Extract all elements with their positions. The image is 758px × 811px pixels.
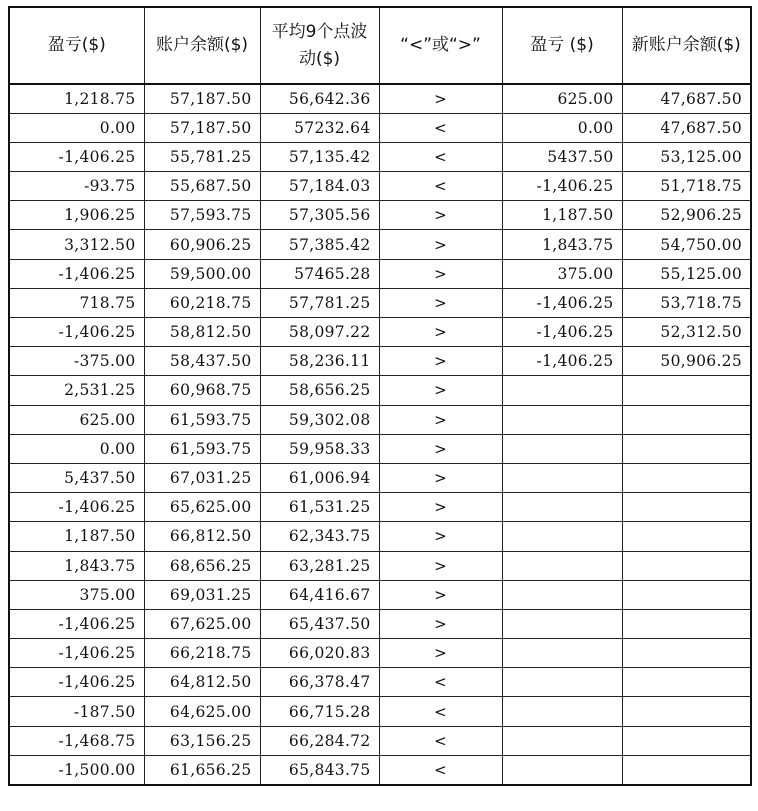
cell-avg9: 63,281.25 — [260, 551, 379, 580]
header-compare: “<”或“>” — [379, 7, 502, 84]
cell-new-pnl — [502, 434, 622, 463]
table-row — [9, 639, 751, 668]
table-row — [9, 84, 751, 113]
table-header — [9, 7, 751, 84]
table-row — [9, 230, 751, 259]
cell-compare: > — [379, 347, 502, 376]
table-row — [9, 347, 751, 376]
cell-avg9: 66,284.72 — [260, 726, 379, 755]
cell-new-balance — [622, 639, 751, 668]
header-pnl: 盈亏($) — [9, 7, 144, 84]
cell-new-pnl: 5437.50 — [502, 142, 622, 171]
cell-new-balance — [622, 522, 751, 551]
header-balance: 账户余额($) — [144, 7, 260, 84]
cell-new-balance: 52,906.25 — [622, 201, 751, 230]
cell-compare: > — [379, 84, 502, 113]
cell-balance: 67,625.00 — [144, 609, 260, 638]
table-row — [9, 551, 751, 580]
cell-new-pnl: -1,406.25 — [502, 172, 622, 201]
cell-balance: 65,625.00 — [144, 493, 260, 522]
cell-new-balance: 53,718.75 — [622, 288, 751, 317]
table-row — [9, 755, 751, 784]
table-container — [8, 6, 752, 786]
cell-new-pnl — [502, 376, 622, 405]
cell-pnl: 1,906.25 — [9, 201, 144, 230]
cell-pnl: -1,406.25 — [9, 668, 144, 697]
table-row — [9, 172, 751, 201]
cell-pnl: 718.75 — [9, 288, 144, 317]
data-table — [8, 6, 752, 786]
table-row — [9, 113, 751, 142]
table-row — [9, 405, 751, 434]
table-row — [9, 609, 751, 638]
table-row — [9, 493, 751, 522]
cell-balance: 61,593.75 — [144, 434, 260, 463]
cell-pnl: -187.50 — [9, 697, 144, 726]
table-row — [9, 434, 751, 463]
header-row — [9, 7, 751, 84]
cell-compare: < — [379, 755, 502, 784]
cell-new-pnl: 375.00 — [502, 259, 622, 288]
table-row — [9, 376, 751, 405]
cell-pnl: 375.00 — [9, 580, 144, 609]
cell-new-balance: 53,125.00 — [622, 142, 751, 171]
cell-pnl: -1,406.25 — [9, 318, 144, 347]
cell-balance: 69,031.25 — [144, 580, 260, 609]
cell-new-pnl — [502, 755, 622, 784]
cell-new-pnl: 0.00 — [502, 113, 622, 142]
cell-balance: 55,687.50 — [144, 172, 260, 201]
cell-avg9: 56,642.36 — [260, 84, 379, 113]
cell-pnl: -1,468.75 — [9, 726, 144, 755]
cell-avg9: 57465.28 — [260, 259, 379, 288]
cell-pnl: 2,531.25 — [9, 376, 144, 405]
cell-compare: > — [379, 493, 502, 522]
cell-new-pnl: -1,406.25 — [502, 318, 622, 347]
cell-new-pnl — [502, 726, 622, 755]
table-row — [9, 522, 751, 551]
cell-pnl: -1,406.25 — [9, 639, 144, 668]
cell-pnl: -1,406.25 — [9, 142, 144, 171]
cell-avg9: 59,302.08 — [260, 405, 379, 434]
cell-avg9: 61,006.94 — [260, 463, 379, 492]
table-row — [9, 201, 751, 230]
table-row — [9, 318, 751, 347]
cell-compare: < — [379, 697, 502, 726]
cell-compare: > — [379, 376, 502, 405]
table-row — [9, 463, 751, 492]
cell-avg9: 57,184.03 — [260, 172, 379, 201]
cell-balance: 60,218.75 — [144, 288, 260, 317]
cell-avg9: 58,236.11 — [260, 347, 379, 376]
cell-balance: 64,812.50 — [144, 668, 260, 697]
cell-balance: 58,437.50 — [144, 347, 260, 376]
cell-pnl: 1,187.50 — [9, 522, 144, 551]
cell-avg9: 57,385.42 — [260, 230, 379, 259]
cell-balance: 68,656.25 — [144, 551, 260, 580]
cell-new-pnl — [502, 463, 622, 492]
cell-avg9: 58,097.22 — [260, 318, 379, 347]
cell-new-pnl — [502, 639, 622, 668]
cell-compare: > — [379, 259, 502, 288]
cell-balance: 67,031.25 — [144, 463, 260, 492]
cell-new-balance — [622, 463, 751, 492]
cell-new-pnl — [502, 405, 622, 434]
cell-new-balance — [622, 551, 751, 580]
cell-pnl: -1,500.00 — [9, 755, 144, 784]
cell-balance: 55,781.25 — [144, 142, 260, 171]
cell-pnl: 0.00 — [9, 434, 144, 463]
cell-new-balance — [622, 376, 751, 405]
cell-compare: > — [379, 230, 502, 259]
cell-avg9: 65,437.50 — [260, 609, 379, 638]
cell-balance: 58,812.50 — [144, 318, 260, 347]
cell-new-balance: 50,906.25 — [622, 347, 751, 376]
cell-new-balance: 47,687.50 — [622, 113, 751, 142]
cell-avg9: 57232.64 — [260, 113, 379, 142]
cell-new-balance: 55,125.00 — [622, 259, 751, 288]
table-row — [9, 580, 751, 609]
cell-new-balance: 52,312.50 — [622, 318, 751, 347]
cell-balance: 57,187.50 — [144, 84, 260, 113]
cell-avg9: 61,531.25 — [260, 493, 379, 522]
cell-new-pnl: -1,406.25 — [502, 347, 622, 376]
cell-compare: < — [379, 726, 502, 755]
cell-compare: > — [379, 580, 502, 609]
table-row — [9, 288, 751, 317]
header-new-balance: 新账户余额($) — [622, 7, 751, 84]
table-row — [9, 726, 751, 755]
cell-avg9: 66,020.83 — [260, 639, 379, 668]
cell-avg9: 62,343.75 — [260, 522, 379, 551]
cell-new-balance: 47,687.50 — [622, 84, 751, 113]
cell-new-pnl — [502, 493, 622, 522]
cell-pnl: -375.00 — [9, 347, 144, 376]
cell-new-pnl — [502, 668, 622, 697]
cell-avg9: 66,715.28 — [260, 697, 379, 726]
cell-compare: < — [379, 142, 502, 171]
cell-pnl: 0.00 — [9, 113, 144, 142]
cell-compare: > — [379, 318, 502, 347]
cell-new-pnl — [502, 580, 622, 609]
cell-compare: > — [379, 434, 502, 463]
cell-pnl: 3,312.50 — [9, 230, 144, 259]
cell-pnl: 5,437.50 — [9, 463, 144, 492]
cell-compare: > — [379, 522, 502, 551]
cell-avg9: 58,656.25 — [260, 376, 379, 405]
cell-pnl: 625.00 — [9, 405, 144, 434]
table-row — [9, 142, 751, 171]
cell-compare: > — [379, 609, 502, 638]
cell-compare: > — [379, 288, 502, 317]
cell-new-pnl: -1,406.25 — [502, 288, 622, 317]
cell-balance: 60,968.75 — [144, 376, 260, 405]
cell-balance: 66,812.50 — [144, 522, 260, 551]
cell-pnl: -1,406.25 — [9, 259, 144, 288]
cell-new-pnl — [502, 522, 622, 551]
cell-pnl: -93.75 — [9, 172, 144, 201]
cell-avg9: 64,416.67 — [260, 580, 379, 609]
cell-new-balance — [622, 609, 751, 638]
cell-balance: 60,906.25 — [144, 230, 260, 259]
cell-pnl: -1,406.25 — [9, 609, 144, 638]
cell-avg9: 57,305.56 — [260, 201, 379, 230]
cell-new-balance — [622, 726, 751, 755]
cell-balance: 57,593.75 — [144, 201, 260, 230]
table-row — [9, 697, 751, 726]
cell-new-pnl — [502, 609, 622, 638]
cell-balance: 57,187.50 — [144, 113, 260, 142]
cell-balance: 63,156.25 — [144, 726, 260, 755]
cell-avg9: 65,843.75 — [260, 755, 379, 784]
cell-compare: < — [379, 668, 502, 697]
cell-new-balance — [622, 405, 751, 434]
table-row — [9, 259, 751, 288]
cell-balance: 59,500.00 — [144, 259, 260, 288]
cell-compare: > — [379, 463, 502, 492]
cell-compare: > — [379, 201, 502, 230]
cell-compare: < — [379, 113, 502, 142]
cell-new-balance: 54,750.00 — [622, 230, 751, 259]
cell-pnl: -1,406.25 — [9, 493, 144, 522]
cell-avg9: 66,378.47 — [260, 668, 379, 697]
cell-compare: > — [379, 639, 502, 668]
cell-pnl: 1,843.75 — [9, 551, 144, 580]
cell-avg9: 57,781.25 — [260, 288, 379, 317]
cell-balance: 61,656.25 — [144, 755, 260, 784]
cell-pnl: 1,218.75 — [9, 84, 144, 113]
table-row — [9, 668, 751, 697]
cell-new-pnl: 1,843.75 — [502, 230, 622, 259]
cell-compare: > — [379, 405, 502, 434]
cell-new-pnl — [502, 697, 622, 726]
cell-new-balance: 51,718.75 — [622, 172, 751, 201]
cell-compare: < — [379, 172, 502, 201]
cell-new-balance — [622, 580, 751, 609]
header-avg9: 平均9个点波动($) — [260, 7, 379, 84]
cell-new-balance — [622, 697, 751, 726]
cell-new-balance — [622, 493, 751, 522]
cell-new-pnl — [502, 551, 622, 580]
cell-new-balance — [622, 434, 751, 463]
cell-new-balance — [622, 668, 751, 697]
cell-new-pnl: 1,187.50 — [502, 201, 622, 230]
cell-compare: > — [379, 551, 502, 580]
cell-balance: 64,625.00 — [144, 697, 260, 726]
cell-balance: 61,593.75 — [144, 405, 260, 434]
cell-new-balance — [622, 755, 751, 784]
cell-new-pnl: 625.00 — [502, 84, 622, 113]
cell-balance: 66,218.75 — [144, 639, 260, 668]
cell-avg9: 59,958.33 — [260, 434, 379, 463]
header-new-pnl: 盈亏 ($) — [502, 7, 622, 84]
cell-avg9: 57,135.42 — [260, 142, 379, 171]
table-body — [9, 84, 751, 785]
